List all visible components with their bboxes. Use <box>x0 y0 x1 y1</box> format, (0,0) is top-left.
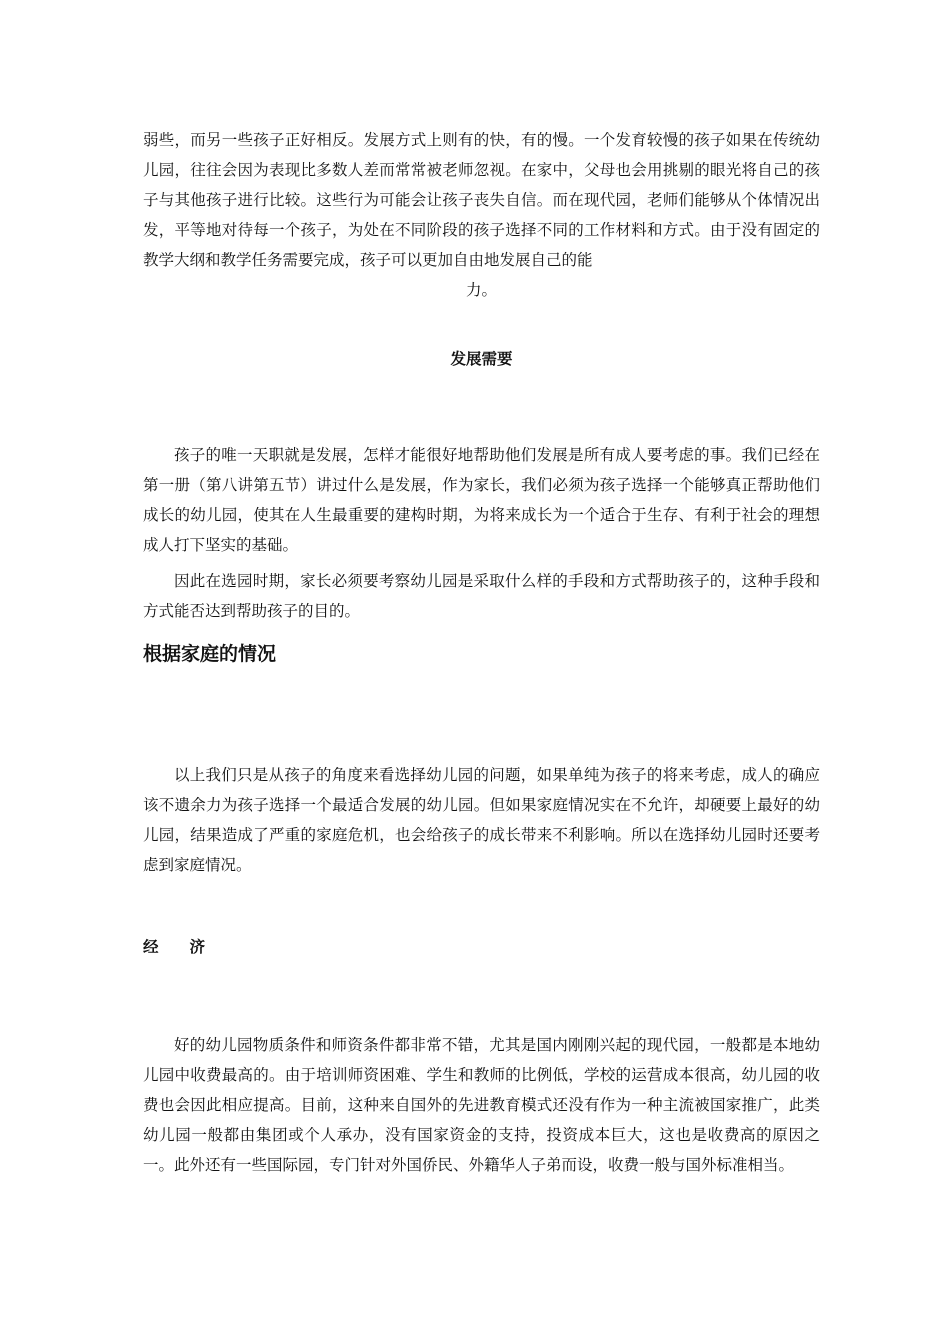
paragraph-selection-period: 因此在选园时期，家长必须要考察幼儿园是采取什么样的手段和方式帮助孩子的，这种手段和方式能否达到帮助孩子的目的。 <box>143 572 820 620</box>
heading-economy: 经 济 <box>143 937 206 956</box>
paragraph-individual-differences <box>143 125 820 305</box>
paragraph-body: 弱些，而另一些孩子正好相反。发展方式上则有的快，有的慢。一个发育较慢的孩子如果在传统幼儿园，往往会因为表现比多数人差而常常被老师忽视。在家中，父母也会用挑剔的眼光将自己的孩子与其他孩子进行比较。这些行为可能会让孩子丧失自信。而在现代园，老师们能够从个体情况出发，平等地对待每一个孩子，为处在不同阶段的孩子选择不同的工作材料和方式。由于没有固定的教学大纲和教学任务需要完成，孩子可以更加自由地发展自己的能 <box>143 131 820 269</box>
paragraph-family: 以上我们只是从孩子的角度来看选择幼儿园的问题，如果单纯为孩子的将来考虑，成人的确应该不遗余力为孩子选择一个最适合发展的幼儿园。但如果家庭情况实在不允许，却硬要上最好的幼儿园，结果造成了严重的家庭危机，也会给孩子的成长带来不利影响。所以在选择幼儿园时还要考虑到家庭情况。 <box>143 766 820 874</box>
heading-family-situation: 根据家庭的情况 <box>143 643 277 665</box>
paragraph-development: 孩子的唯一天职就是发展，怎样才能很好地帮助他们发展是所有成人要考虑的事。我们已经在第一册（第八讲第五节）讲过什么是发展，作为家长，我们必须为孩子选择一个能够真正帮助他们成长的幼儿园，使其在人生最重要的建构时期，为将来成长为一个适合于生存、有利于社会的理想成人打下坚实的基础。 <box>143 446 820 554</box>
heading-development-needs: 发展需要 <box>450 349 513 368</box>
paragraph-economy: 好的幼儿园物质条件和师资条件都非常不错，尤其是国内刚刚兴起的现代园，一般都是本地幼儿园中收费最高的。由于培训师资困难、学生和教师的比例低，学校的运营成本很高，幼儿园的收费也会因此相应提高。目前，这种来自国外的先进教育模式还没有作为一种主流被国家推广，此类幼儿园一般都由集团或个人承办，没有国家资金的支持，投资成本巨大，这也是收费高的原因之一。此外还有一些国际园，专门针对外国侨民、外籍华人子弟而设，收费一般与国外标准相当。 <box>143 1036 820 1174</box>
paragraph-last-line: 力。 <box>465 281 497 299</box>
